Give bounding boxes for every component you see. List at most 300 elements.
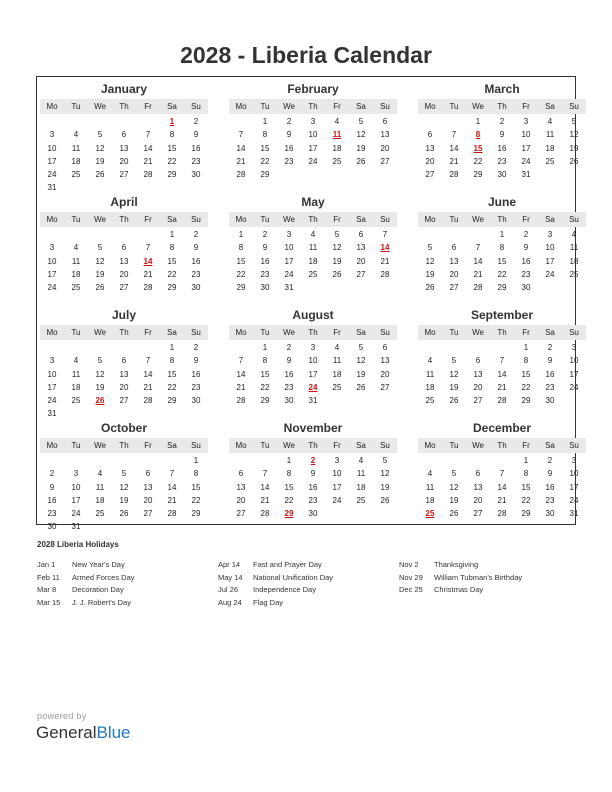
day-cell: 13 xyxy=(380,130,390,140)
day-grid xyxy=(40,341,208,421)
empty-day-cell xyxy=(442,454,466,467)
empty-day-cell xyxy=(112,341,136,354)
day-cell: 30 xyxy=(191,283,201,293)
empty-day-cell xyxy=(253,454,277,467)
day-cell: 23 xyxy=(47,509,57,519)
empty-day-cell xyxy=(112,454,136,467)
empty-day-cell xyxy=(442,115,466,128)
page-title: 2028 - Liberia Calendar xyxy=(180,42,432,68)
powered-by-text: powered by xyxy=(37,711,87,721)
day-cell: 13 xyxy=(449,256,459,266)
holiday-day-cell: 1 xyxy=(169,117,175,126)
month-name: December xyxy=(472,421,532,435)
weekday-label: Fr xyxy=(144,328,152,337)
calendar-grid xyxy=(36,76,579,532)
day-cell: 8 xyxy=(169,356,175,366)
day-grid xyxy=(418,115,586,181)
day-cell: 2 xyxy=(193,343,199,352)
day-cell: 10 xyxy=(569,356,579,366)
day-cell: 13 xyxy=(356,243,366,253)
month-name: June xyxy=(487,195,516,209)
day-cell: 2 xyxy=(286,343,292,352)
day-cell: 13 xyxy=(236,482,246,492)
day-cell: 1 xyxy=(262,117,268,126)
day-cell: 29 xyxy=(473,170,483,180)
weekday-label: Fr xyxy=(144,102,152,111)
day-cell: 9 xyxy=(262,243,268,253)
day-cell: 18 xyxy=(308,256,318,266)
holiday-date: May 14 xyxy=(218,572,243,582)
holiday-date: Mar 8 xyxy=(37,585,57,594)
weekday-label: Mo xyxy=(46,328,58,337)
day-cell: 28 xyxy=(143,283,153,293)
day-cell: 27 xyxy=(236,509,246,519)
day-cell: 3 xyxy=(547,230,553,239)
day-grid xyxy=(418,341,586,407)
holiday-name: Decoration Day xyxy=(72,585,124,594)
day-cell: 20 xyxy=(119,269,129,279)
holiday-day-cell: 24 xyxy=(308,382,318,392)
weekday-label: Th xyxy=(119,215,129,224)
day-cell: 3 xyxy=(571,343,577,352)
holiday-item xyxy=(218,559,399,572)
day-cell: 30 xyxy=(308,509,318,519)
holiday-name: Flag Day xyxy=(253,597,284,607)
weekday-header xyxy=(418,325,586,340)
empty-day-cell xyxy=(136,115,160,128)
day-cell: 5 xyxy=(334,230,340,239)
weekday-label: Th xyxy=(308,215,318,224)
day-cell: 29 xyxy=(191,509,201,519)
day-cell: 18 xyxy=(71,156,81,166)
day-cell: 27 xyxy=(119,283,129,293)
day-cell: 23 xyxy=(521,269,531,279)
weekday-label: Th xyxy=(497,441,507,450)
weekday-label: Mo xyxy=(235,328,247,337)
day-cell: 13 xyxy=(119,143,129,153)
day-cell: 6 xyxy=(121,356,127,366)
holiday-column xyxy=(218,559,399,609)
day-cell: 29 xyxy=(260,170,270,180)
day-cell: 15 xyxy=(260,369,270,379)
day-cell: 18 xyxy=(356,482,366,492)
month-october xyxy=(40,421,208,534)
day-cell: 20 xyxy=(236,495,246,505)
holiday-item xyxy=(37,559,218,572)
day-cell: 9 xyxy=(193,356,199,366)
day-cell: 18 xyxy=(332,369,342,379)
day-cell: 15 xyxy=(284,482,294,492)
day-cell: 26 xyxy=(95,170,105,180)
day-cell: 30 xyxy=(191,396,201,406)
day-cell: 28 xyxy=(236,170,246,180)
day-cell: 14 xyxy=(449,143,459,153)
day-cell: 25 xyxy=(308,269,318,279)
day-cell: 27 xyxy=(380,156,390,166)
holiday-name: Christmas Day xyxy=(434,585,484,594)
day-cell: 4 xyxy=(73,130,79,140)
day-grid xyxy=(418,454,586,520)
weekday-label: We xyxy=(94,102,106,111)
day-cell: 26 xyxy=(119,509,129,519)
day-cell: 23 xyxy=(260,269,270,279)
day-cell: 23 xyxy=(497,156,507,166)
day-cell: 16 xyxy=(260,256,270,266)
day-cell: 19 xyxy=(425,269,435,279)
weekday-label: Sa xyxy=(545,102,555,111)
day-cell: 8 xyxy=(262,356,268,366)
day-cell: 19 xyxy=(95,156,105,166)
day-cell: 27 xyxy=(425,170,435,180)
empty-day-cell xyxy=(490,341,514,354)
day-cell: 3 xyxy=(73,469,79,479)
weekday-label: Tu xyxy=(71,215,81,224)
day-cell: 25 xyxy=(356,495,366,505)
weekday-label: Mo xyxy=(46,102,58,111)
empty-day-cell xyxy=(160,454,184,467)
empty-day-cell xyxy=(64,115,88,128)
day-cell: 19 xyxy=(380,482,390,492)
weekday-label: Su xyxy=(569,102,579,111)
weekday-label: Su xyxy=(191,328,201,337)
day-cell: 5 xyxy=(427,243,433,253)
day-cell: 27 xyxy=(119,396,129,406)
empty-day-cell xyxy=(88,454,112,467)
holiday-day-cell: 8 xyxy=(475,130,481,140)
day-cell: 4 xyxy=(358,456,364,465)
empty-day-cell xyxy=(40,454,64,467)
day-cell: 22 xyxy=(260,382,270,392)
day-cell: 31 xyxy=(521,170,531,180)
holiday-column xyxy=(37,559,218,609)
day-cell: 20 xyxy=(356,256,366,266)
weekday-label: Mo xyxy=(46,215,58,224)
weekday-label: Mo xyxy=(424,441,436,450)
weekday-label: Su xyxy=(569,441,579,450)
day-cell: 6 xyxy=(475,356,481,366)
empty-day-cell xyxy=(490,454,514,467)
day-cell: 20 xyxy=(143,495,153,505)
brand-general: General xyxy=(36,723,97,742)
day-cell: 20 xyxy=(449,269,459,279)
day-cell: 19 xyxy=(569,143,579,153)
day-cell: 14 xyxy=(497,369,507,379)
day-cell: 19 xyxy=(95,269,105,279)
day-cell: 24 xyxy=(569,382,579,392)
day-cell: 6 xyxy=(475,469,481,479)
weekday-label: Mo xyxy=(235,441,247,450)
holiday-date: Jul 26 xyxy=(218,585,239,594)
holiday-day-cell: 11 xyxy=(332,130,342,140)
weekday-label: Su xyxy=(380,328,390,337)
brand-logo[interactable] xyxy=(36,723,131,743)
day-cell: 19 xyxy=(356,369,366,379)
day-cell: 24 xyxy=(569,495,579,505)
day-cell: 10 xyxy=(47,256,57,266)
day-cell: 11 xyxy=(95,482,105,492)
day-cell: 2 xyxy=(499,117,505,126)
day-cell: 17 xyxy=(521,143,531,153)
day-cell: 3 xyxy=(49,243,55,253)
day-cell: 25 xyxy=(71,170,81,180)
day-cell: 30 xyxy=(545,509,555,519)
day-cell: 5 xyxy=(97,243,103,253)
holiday-name: William Tubman's Birthday xyxy=(434,572,523,582)
holiday-item xyxy=(399,559,577,572)
month-november xyxy=(229,421,397,534)
day-cell: 15 xyxy=(521,369,531,379)
day-cell: 12 xyxy=(95,369,105,379)
day-cell: 11 xyxy=(425,369,435,379)
day-cell: 27 xyxy=(143,509,153,519)
weekday-label: We xyxy=(472,102,484,111)
day-cell: 11 xyxy=(71,369,81,379)
months-container xyxy=(37,82,579,534)
day-cell: 28 xyxy=(260,509,270,519)
day-cell: 8 xyxy=(169,243,175,253)
day-cell: 21 xyxy=(380,256,390,266)
day-cell: 10 xyxy=(521,130,531,140)
month-name: February xyxy=(287,82,339,96)
day-cell: 9 xyxy=(547,469,553,479)
weekday-label: Sa xyxy=(356,441,366,450)
day-cell: 25 xyxy=(71,396,81,406)
day-cell: 15 xyxy=(167,369,177,379)
empty-day-cell xyxy=(112,228,136,241)
day-cell: 8 xyxy=(286,469,292,479)
day-cell: 17 xyxy=(47,269,57,279)
day-cell: 12 xyxy=(95,143,105,153)
weekday-label: Fr xyxy=(144,441,152,450)
day-cell: 18 xyxy=(95,495,105,505)
day-cell: 20 xyxy=(380,369,390,379)
holiday-name: Thanksgiving xyxy=(434,560,479,569)
empty-day-cell xyxy=(418,454,442,467)
day-cell: 10 xyxy=(545,243,555,253)
day-cell: 4 xyxy=(427,356,433,366)
day-grid xyxy=(40,228,208,294)
weekday-label: We xyxy=(472,215,484,224)
day-cell: 3 xyxy=(286,230,292,239)
day-cell: 4 xyxy=(97,469,103,479)
day-cell: 23 xyxy=(191,269,201,279)
day-cell: 12 xyxy=(356,130,366,140)
day-cell: 2 xyxy=(547,343,553,352)
day-cell: 5 xyxy=(358,117,364,126)
day-cell: 5 xyxy=(571,117,577,126)
empty-day-cell xyxy=(40,341,64,354)
day-cell: 16 xyxy=(191,143,201,153)
weekday-header xyxy=(229,212,397,227)
day-grid xyxy=(229,454,397,520)
day-cell: 31 xyxy=(569,509,579,519)
day-cell: 5 xyxy=(97,356,103,366)
weekday-label: We xyxy=(283,441,295,450)
day-cell: 9 xyxy=(286,130,292,140)
weekday-label: Th xyxy=(497,215,507,224)
day-cell: 12 xyxy=(119,482,129,492)
day-cell: 5 xyxy=(358,343,364,352)
day-cell: 12 xyxy=(356,356,366,366)
day-cell: 27 xyxy=(119,170,129,180)
day-cell: 24 xyxy=(284,269,294,279)
day-cell: 20 xyxy=(425,156,435,166)
day-cell: 2 xyxy=(523,230,529,239)
day-cell: 11 xyxy=(569,243,579,253)
empty-day-cell xyxy=(112,115,136,128)
day-cell: 21 xyxy=(497,382,507,392)
day-cell: 16 xyxy=(191,369,201,379)
day-cell: 19 xyxy=(449,495,459,505)
day-cell: 9 xyxy=(193,130,199,140)
day-cell: 6 xyxy=(121,243,127,253)
weekday-header xyxy=(40,99,208,114)
day-cell: 3 xyxy=(571,456,577,465)
empty-day-cell xyxy=(418,341,442,354)
day-cell: 22 xyxy=(167,269,177,279)
day-cell: 25 xyxy=(425,396,435,406)
day-cell: 7 xyxy=(238,130,244,140)
day-cell: 16 xyxy=(47,495,57,505)
day-cell: 12 xyxy=(425,256,435,266)
day-cell: 6 xyxy=(238,469,244,479)
day-cell: 20 xyxy=(119,156,129,166)
weekday-label: Mo xyxy=(424,215,436,224)
empty-day-cell xyxy=(418,115,442,128)
day-cell: 21 xyxy=(497,495,507,505)
day-cell: 17 xyxy=(569,369,579,379)
weekday-label: Fr xyxy=(522,328,530,337)
day-cell: 29 xyxy=(521,509,531,519)
day-cell: 25 xyxy=(71,283,81,293)
weekday-label: Tu xyxy=(449,441,459,450)
weekday-label: Fr xyxy=(333,102,341,111)
weekday-label: We xyxy=(94,215,106,224)
day-cell: 22 xyxy=(473,156,483,166)
weekday-label: Tu xyxy=(71,102,81,111)
holiday-item xyxy=(37,572,218,585)
day-cell: 10 xyxy=(47,143,57,153)
day-cell: 26 xyxy=(332,269,342,279)
holiday-date: Nov 2 xyxy=(399,560,419,569)
weekday-header xyxy=(40,325,208,340)
day-cell: 4 xyxy=(427,469,433,479)
holiday-list xyxy=(37,559,577,609)
weekday-label: We xyxy=(472,328,484,337)
day-cell: 20 xyxy=(119,382,129,392)
day-cell: 15 xyxy=(260,143,270,153)
empty-day-cell xyxy=(64,454,88,467)
holiday-name: Fast and Prayer Day xyxy=(253,560,322,569)
day-cell: 1 xyxy=(286,456,292,465)
day-cell: 28 xyxy=(497,396,507,406)
day-cell: 21 xyxy=(143,382,153,392)
empty-day-cell xyxy=(229,341,253,354)
holiday-column xyxy=(399,559,577,609)
day-cell: 18 xyxy=(545,143,555,153)
day-cell: 28 xyxy=(236,396,246,406)
day-grid xyxy=(40,454,208,534)
day-cell: 25 xyxy=(332,156,342,166)
day-grid xyxy=(40,115,208,195)
weekday-label: Tu xyxy=(71,328,81,337)
day-cell: 26 xyxy=(449,396,459,406)
day-cell: 5 xyxy=(121,469,127,479)
day-cell: 12 xyxy=(380,469,390,479)
day-cell: 1 xyxy=(499,230,505,239)
day-cell: 26 xyxy=(95,283,105,293)
day-cell: 16 xyxy=(521,256,531,266)
day-cell: 14 xyxy=(143,143,153,153)
weekday-label: We xyxy=(472,441,484,450)
day-cell: 29 xyxy=(260,396,270,406)
day-cell: 3 xyxy=(310,117,316,126)
day-cell: 8 xyxy=(238,243,244,253)
day-cell: 24 xyxy=(47,283,57,293)
day-cell: 11 xyxy=(425,482,435,492)
day-grid xyxy=(418,228,586,294)
day-cell: 10 xyxy=(47,369,57,379)
month-name: May xyxy=(301,195,325,209)
day-cell: 27 xyxy=(356,269,366,279)
month-name: March xyxy=(484,82,520,96)
day-cell: 11 xyxy=(356,469,366,479)
weekday-label: We xyxy=(94,328,106,337)
day-cell: 9 xyxy=(523,243,529,253)
month-name: July xyxy=(111,308,136,322)
day-cell: 21 xyxy=(143,156,153,166)
day-cell: 18 xyxy=(425,382,435,392)
month-january xyxy=(40,82,208,195)
day-cell: 14 xyxy=(497,482,507,492)
day-cell: 2 xyxy=(547,456,553,465)
day-cell: 13 xyxy=(143,482,153,492)
day-cell: 2 xyxy=(193,117,199,126)
empty-day-cell xyxy=(418,228,442,241)
day-cell: 8 xyxy=(169,130,175,140)
day-cell: 21 xyxy=(473,269,483,279)
month-april xyxy=(40,195,208,308)
empty-day-cell xyxy=(136,341,160,354)
day-cell: 1 xyxy=(523,456,529,465)
weekday-label: Th xyxy=(308,102,318,111)
holiday-item xyxy=(218,572,399,585)
day-cell: 22 xyxy=(497,269,507,279)
holiday-date: Feb 11 xyxy=(37,572,60,582)
day-cell: 31 xyxy=(47,183,57,193)
weekday-label: Mo xyxy=(424,102,436,111)
day-cell: 7 xyxy=(238,356,244,366)
day-cell: 19 xyxy=(356,143,366,153)
day-cell: 20 xyxy=(473,382,483,392)
empty-day-cell xyxy=(466,341,490,354)
day-cell: 12 xyxy=(449,482,459,492)
day-cell: 31 xyxy=(308,396,318,406)
day-cell: 3 xyxy=(49,130,55,140)
weekday-label: Fr xyxy=(333,328,341,337)
day-cell: 2 xyxy=(286,117,292,126)
day-cell: 19 xyxy=(449,382,459,392)
day-cell: 10 xyxy=(569,469,579,479)
day-cell: 24 xyxy=(47,170,57,180)
day-cell: 7 xyxy=(145,130,151,140)
day-cell: 11 xyxy=(545,130,555,140)
holiday-name: J. J. Robert's Day xyxy=(72,597,131,607)
weekday-header xyxy=(229,325,397,340)
weekday-label: Fr xyxy=(522,102,530,111)
day-cell: 3 xyxy=(334,456,340,465)
weekday-label: Mo xyxy=(424,328,436,337)
